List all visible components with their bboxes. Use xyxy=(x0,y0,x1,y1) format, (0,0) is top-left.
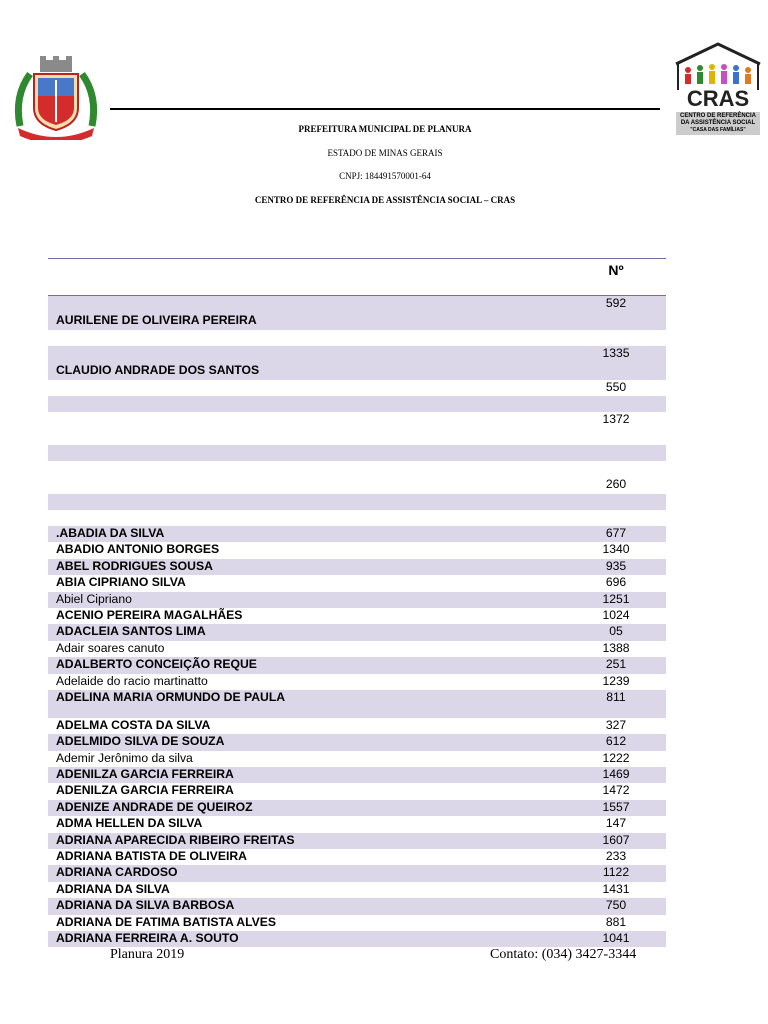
table-row xyxy=(48,494,666,510)
row-number: 696 xyxy=(605,575,627,590)
table-header xyxy=(48,258,666,296)
row-number: 1472 xyxy=(602,783,630,798)
header-rule xyxy=(110,108,660,110)
row-number: 750 xyxy=(605,898,627,913)
table-row xyxy=(48,767,666,783)
table-row xyxy=(48,559,666,575)
beneficiary-table xyxy=(48,258,666,947)
table-row xyxy=(48,412,666,445)
row-number: 251 xyxy=(605,657,627,672)
row-name: Adair soares canuto xyxy=(56,640,165,655)
table-row xyxy=(48,931,666,947)
row-name: ABADIO ANTONIO BORGES xyxy=(56,542,220,557)
table-row xyxy=(48,751,666,767)
row-name: Abiel Cipriano xyxy=(56,591,132,606)
header-cnpj: CNPJ: 184491570001-64 xyxy=(339,171,431,181)
row-name: ADRIANA DA SILVA xyxy=(56,881,170,896)
row-name: CLAUDIO ANDRADE DOS SANTOS xyxy=(56,363,260,377)
table-row xyxy=(48,816,666,832)
row-number: 677 xyxy=(605,526,627,540)
table-row xyxy=(48,718,666,734)
row-name: ABIA CIPRIANO SILVA xyxy=(56,575,186,590)
row-name: ADRIANA DA SILVA BARBOSA xyxy=(56,898,235,913)
row-name: ADELINA MARIA ORMUNDO DE PAULA xyxy=(56,689,286,704)
table-row xyxy=(48,445,666,461)
footer-contact: Contato: (034) 3427-3344 xyxy=(490,947,637,962)
row-number: 260 xyxy=(605,477,627,491)
table-row xyxy=(48,882,666,898)
table-row xyxy=(48,542,666,558)
row-name: ADRIANA DE FATIMA BATISTA ALVES xyxy=(56,914,277,929)
row-number: 233 xyxy=(605,849,627,864)
table-row xyxy=(48,526,666,542)
row-name: ACENIO PEREIRA MAGALHÃES xyxy=(56,607,243,622)
row-number: 147 xyxy=(605,816,627,831)
row-name: ADELMA COSTA DA SILVA xyxy=(56,717,211,732)
row-number: 1340 xyxy=(602,542,630,557)
table-row xyxy=(48,657,666,673)
footer-location-year: Planura 2019 xyxy=(110,947,185,962)
row-name: ADRIANA CARDOSO xyxy=(56,865,178,880)
cras-logo-subtitle xyxy=(676,112,760,135)
row-name: ADENILZA GARCIA FERREIRA xyxy=(56,767,234,782)
row-name: ADENIZE ANDRADE DE QUEIROZ xyxy=(56,799,253,814)
table-row xyxy=(48,690,666,718)
cras-subtitle-line3: "CASA DAS FAMÍLIAS" xyxy=(690,127,746,133)
table-row xyxy=(48,624,666,640)
row-number: 592 xyxy=(605,296,627,310)
row-number: 1607 xyxy=(602,832,630,847)
row-name: ADACLEIA SANTOS LIMA xyxy=(56,624,206,639)
row-number: 1431 xyxy=(602,881,630,896)
table-row xyxy=(48,800,666,816)
row-name: ADELMIDO SILVA DE SOUZA xyxy=(56,734,225,749)
row-name: Ademir Jerônimo da silva xyxy=(56,750,193,765)
table-row xyxy=(48,296,666,330)
row-number: 1239 xyxy=(602,673,630,688)
row-name: ADRIANA FERREIRA A. SOUTO xyxy=(56,930,239,945)
cras-subtitle-line2: DA ASSISTÊNCIA SOCIAL xyxy=(680,120,756,126)
row-number: 612 xyxy=(605,734,627,749)
row-number: 881 xyxy=(605,914,627,929)
row-name: ADMA HELLEN DA SILVA xyxy=(56,816,203,831)
row-name: Adelaide do racio martinatto xyxy=(56,673,208,688)
row-name: ADENILZA GARCIA FERREIRA xyxy=(56,783,234,798)
row-number: 1372 xyxy=(602,412,630,426)
table-row xyxy=(48,461,666,494)
row-number: 1024 xyxy=(602,607,630,622)
table-row xyxy=(48,915,666,931)
table-row xyxy=(48,510,666,526)
table-row xyxy=(48,641,666,657)
table-row xyxy=(48,592,666,608)
row-name: ADRIANA APARECIDA RIBEIRO FREITAS xyxy=(56,832,295,847)
row-number: 05 xyxy=(609,624,623,639)
header-line-2: ESTADO DE MINAS GERAIS xyxy=(327,148,443,158)
header-line-1: PREFEITURA MUNICIPAL DE PLANURA xyxy=(298,124,472,134)
table-row xyxy=(48,833,666,849)
table-row xyxy=(48,346,666,380)
table-row xyxy=(48,849,666,865)
cras-logo-title: CRAS xyxy=(686,86,750,111)
row-number: 327 xyxy=(605,717,627,732)
table-row xyxy=(48,396,666,412)
row-name: .ABADIA DA SILVA xyxy=(56,526,165,540)
row-number: 1469 xyxy=(602,767,630,782)
table-row xyxy=(48,674,666,690)
table-row xyxy=(48,898,666,914)
row-number: 1122 xyxy=(602,865,630,880)
table-row xyxy=(48,734,666,750)
row-number: 811 xyxy=(606,689,626,704)
row-name: AURILENE DE OLIVEIRA PEREIRA xyxy=(56,313,257,327)
row-name: ABEL RODRIGUES SOUSA xyxy=(56,558,213,573)
row-number: 1222 xyxy=(602,750,630,765)
row-number: 1041 xyxy=(602,930,630,945)
row-name: ADALBERTO CONCEIÇÃO REQUE xyxy=(56,657,257,672)
table-row xyxy=(48,865,666,881)
row-number: 1335 xyxy=(602,346,630,360)
row-number: 1557 xyxy=(602,799,630,814)
cras-subtitle-line1: CENTRO DE REFERÊNCIA xyxy=(679,113,756,119)
column-header-number: Nº xyxy=(608,262,624,278)
header-line-4: CENTRO DE REFERÊNCIA DE ASSISTÊNCIA SOCIAL – CRAS xyxy=(254,195,516,205)
table-row xyxy=(48,575,666,591)
row-number: 550 xyxy=(605,380,627,394)
table-row xyxy=(48,608,666,624)
row-name: ADRIANA BATISTA DE OLIVEIRA xyxy=(56,849,247,864)
table-body xyxy=(48,296,666,947)
row-number: 1388 xyxy=(602,640,630,655)
table-row xyxy=(48,330,666,346)
table-row xyxy=(48,783,666,799)
row-number: 935 xyxy=(605,558,627,573)
row-number: 1251 xyxy=(602,591,630,606)
table-row xyxy=(48,380,666,396)
city-coat-of-arms-logo xyxy=(10,56,102,140)
cras-logo xyxy=(672,40,764,140)
